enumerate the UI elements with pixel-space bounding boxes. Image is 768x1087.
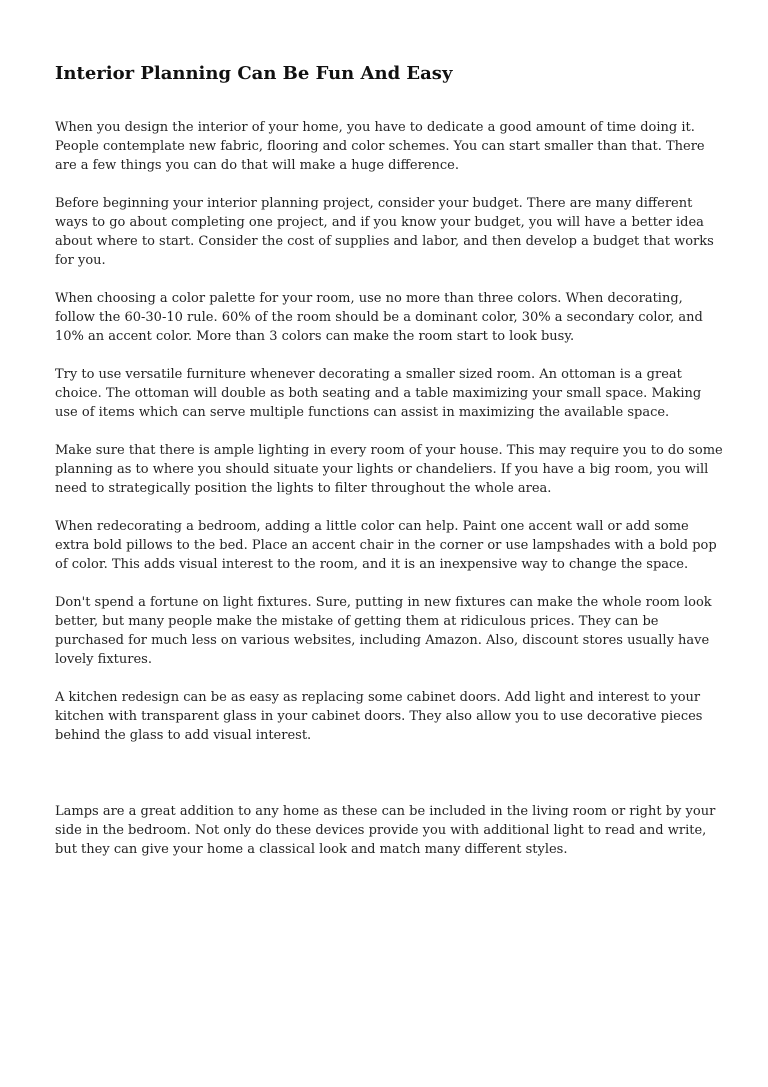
paragraph-fixtures: Don't spend a fortune on light fixtures. Sure, putting in new fixtures can make the whole room look better, but many people make the mistake of getting them at ridiculous prices. They can be purchased for much less on various websites, including Amazon. Also, discount stores usually have lovely fixtures. [55,595,712,667]
paragraph-lighting: Make sure that there is ample lighting in every room of your house. This may require you to do some planning as to where you should situate your lights or chandeliers. If you have a big room, you will need to strategically position the lights to filter throughout the whole area. [55,443,723,496]
paragraph-furniture: Try to use versatile furniture whenever decorating a smaller sized room. An ottoman is a great choice. The ottoman will double as both seating and a table maximizing your small space. Making use of items which can serve multiple functions can assist in maximizing the available space. [55,367,702,420]
document-body [55,118,723,859]
paragraph-bedroom: When redecorating a bedroom, adding a little color can help. Paint one accent wall or add some extra bold pillows to the bed. Place an accent chair in the corner or use lampshades with a bold pop of color. This adds visual interest to the room, and it is an inexpensive way to change the space. [55,519,717,572]
paragraph-lamps: Lamps are a great addition to any home as these can be included in the living room or right by your side in the bedroom. Not only do these devices provide you with additional light to read and write, but they can give your home a classical look and match many different styles. [55,804,716,857]
paragraph-color-palette: When choosing a color palette for your room, use no more than three colors. When decorating, follow the 60-30-10 rule. 60% of the room should be a dominant color, 30% a secondary color, and 10% an accent color. More than 3 colors can make the room start to look busy. [55,291,703,344]
paragraph-kitchen: A kitchen redesign can be as easy as replacing some cabinet doors. Add light and interest to your kitchen with transparent glass in your cabinet doors. They also allow you to use decorative pieces behind the glass to add visual interest. [55,690,703,743]
paragraph-intro: When you design the interior of your home, you have to dedicate a good amount of time doing it. People contemplate new fabric, flooring and color schemes. You can start smaller than that. There are a few things you can do that will make a huge difference. [55,120,705,173]
paragraph-budget: Before beginning your interior planning project, consider your budget. There are many different ways to go about completing one project, and if you know your budget, you will have a better idea about where to start. Consider the cost of supplies and labor, and then develop a budget that works for you. [55,196,714,268]
document-title: Interior Planning Can Be Fun And Easy [55,63,453,84]
paragraph-gap [55,764,718,802]
